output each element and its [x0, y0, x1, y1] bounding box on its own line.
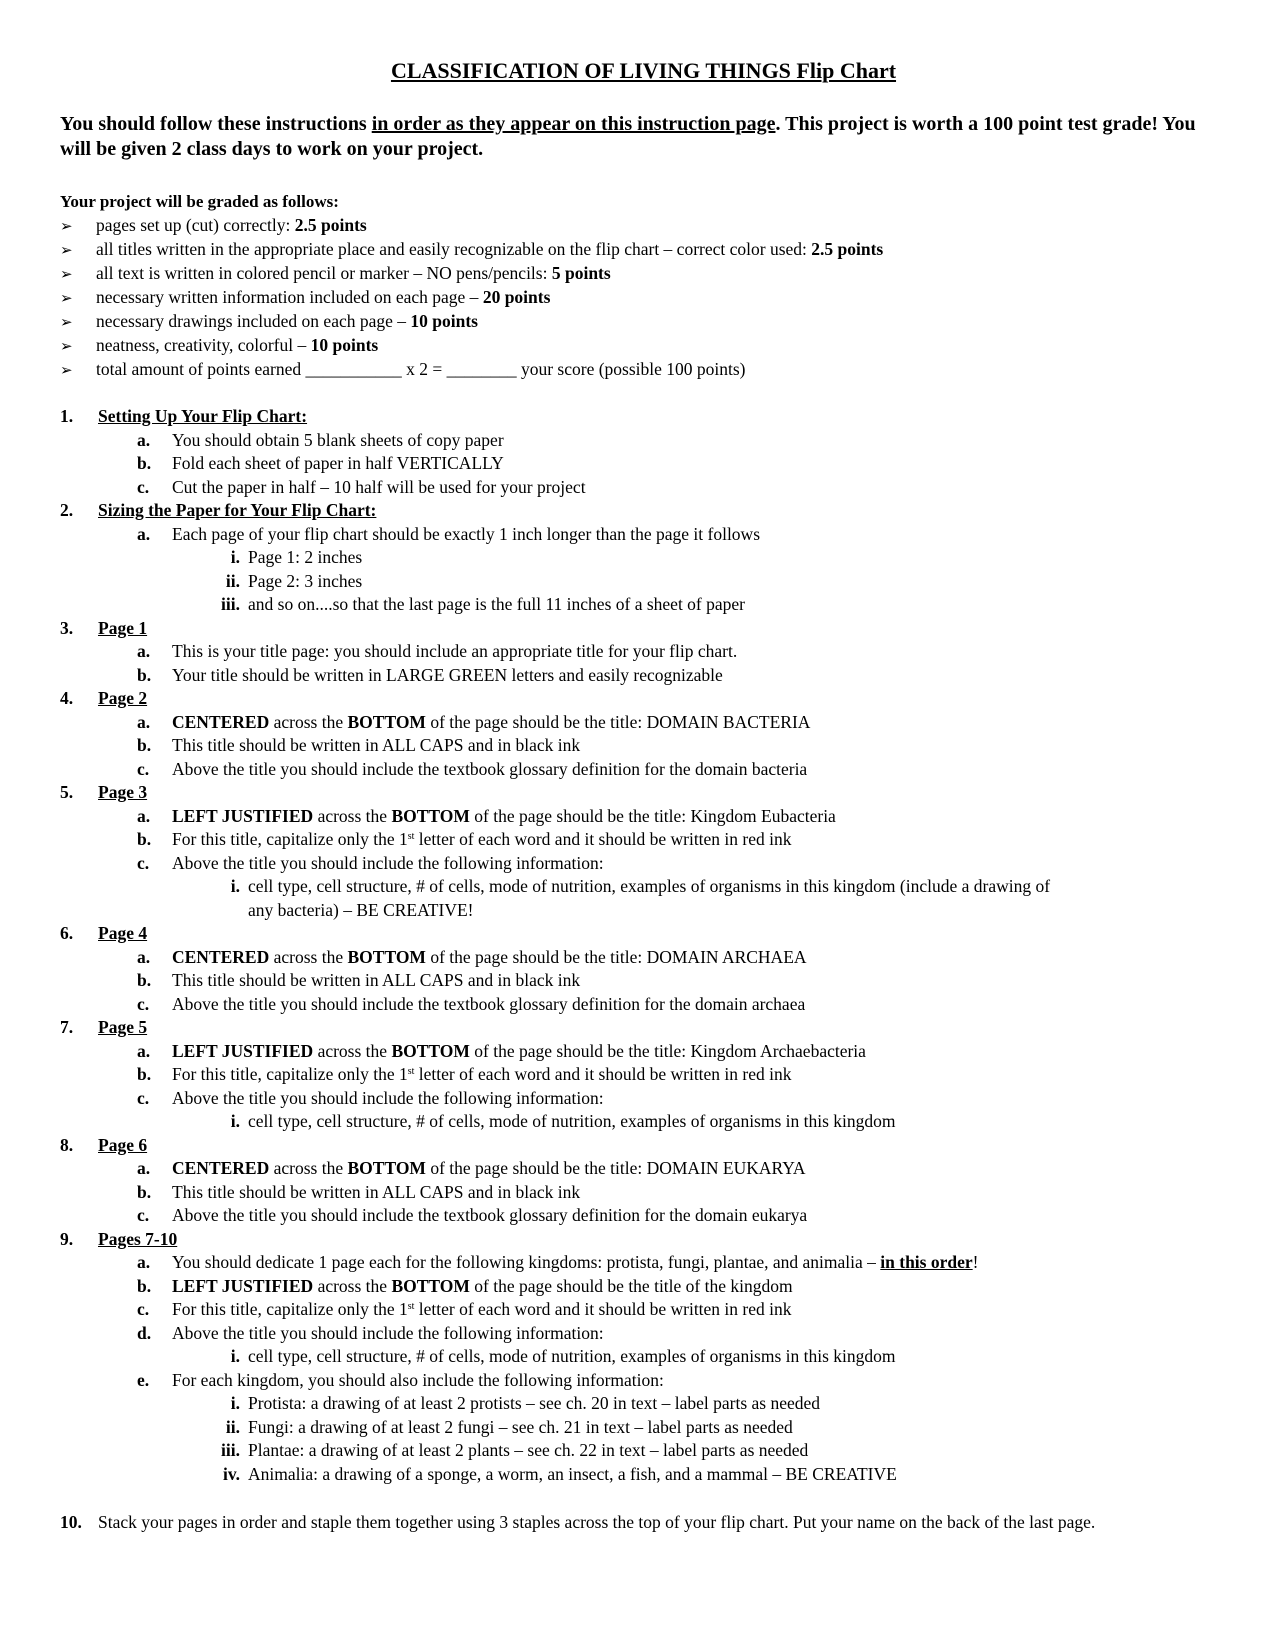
- list-item: c. Above the title you should include the textbook glossary definition for the domain bacteria: [137, 758, 808, 779]
- arrow-bullet-icon: ➢: [60, 265, 73, 283]
- list-item: b. Fold each sheet of paper in half VERTICALLY: [137, 453, 504, 473]
- sub-list-item: iii. and so on....so that the last page is the full 11 inches of a sheet of paper: [221, 594, 745, 614]
- list-item: b. This title should be written in ALL CAPS and in black ink: [137, 970, 581, 990]
- grading-item: ➢ necessary written information included on each page – 20 points: [60, 285, 1210, 309]
- sub-list-item: ii. Fungi: a drawing of at least 2 fungi – see ch. 21 in text – label parts as needed: [225, 1416, 793, 1437]
- list-item: a. CENTERED across the BOTTOM of the page should be the title: DOMAIN BACTERIA: [137, 711, 811, 732]
- sub-list-item: ii. Page 2: 3 inches: [225, 570, 363, 591]
- grading-item: ➢ all text is written in colored pencil or marker – NO pens/pencils: 5 points: [60, 261, 1210, 285]
- section-heading: 8. Page 6: [60, 1134, 148, 1155]
- list-item: a. CENTERED across the BOTTOM of the page should be the title: DOMAIN ARCHAEA: [137, 946, 807, 967]
- section-heading: 4. Page 2: [60, 688, 148, 708]
- arrow-bullet-icon: ➢: [60, 217, 73, 235]
- intro-underlined: in order as they appear on this instruction page: [371, 113, 776, 135]
- section-heading: 2. Sizing the Paper for Your Flip Chart:: [60, 500, 377, 520]
- sub-list-item: iii. Plantae: a drawing of at least 2 plants – see ch. 22 in text – label parts as needed: [221, 1440, 809, 1460]
- list-item: b. LEFT JUSTIFIED across the BOTTOM of the page should be the title of the kingdom: [137, 1275, 793, 1296]
- section-heading: 9. Pages 7-10: [60, 1228, 178, 1249]
- list-item: c. For this title, capitalize only the 1st letter of each word and it should be written in red ink: [137, 1299, 792, 1319]
- sub-list-item: iv. Animalia: a drawing of a sponge, a worm, an insect, a fish, and a mammal – BE CREATIVE: [222, 1463, 897, 1484]
- list-item: d. Above the title you should include the following information:: [137, 1322, 604, 1343]
- final-instruction: 10. Stack your pages in order and staple them together using 3 staples across the top of your flip chart. Put your name on the back of the last page.: [60, 1512, 1096, 1532]
- section-heading: 5. Page 3: [60, 782, 148, 802]
- list-item: c. Above the title you should include the following information:: [137, 1087, 604, 1108]
- section-heading: 3. Page 1: [60, 617, 148, 638]
- sub-list-item: i. Protista: a drawing of at least 2 protists – see ch. 20 in text – label parts as needed: [230, 1393, 821, 1413]
- grading-item: ➢ neatness, creativity, colorful – 10 points: [60, 333, 1210, 357]
- section-heading: 7. Page 5: [60, 1017, 148, 1037]
- list-item: a. CENTERED across the BOTTOM of the page should be the title: DOMAIN EUKARYA: [137, 1158, 806, 1178]
- list-item: a. LEFT JUSTIFIED across the BOTTOM of the page should be the title: Kingdom Eubacteria: [137, 805, 836, 826]
- list-item: a. Each page of your flip chart should be exactly 1 inch longer than the page it follows: [137, 523, 761, 544]
- list-item: a. You should obtain 5 blank sheets of copy paper: [137, 429, 504, 450]
- page-title: CLASSIFICATION OF LIVING THINGS Flip Chart: [390, 58, 897, 83]
- arrow-bullet-icon: ➢: [60, 241, 73, 259]
- sub-list-item: i. Page 1: 2 inches: [230, 547, 363, 567]
- spacer: [60, 1486, 1220, 1506]
- list-item: b. For this title, capitalize only the 1st letter of each word and it should be written in red ink: [137, 1064, 792, 1084]
- list-item: a. You should dedicate 1 page each for the following kingdoms: protista, fungi, plantae, and animalia – in this order!: [137, 1252, 979, 1272]
- grading-item: ➢ all titles written in the appropriate place and easily recognizable on the flip chart – correct color used: 2.5 points: [60, 237, 1210, 261]
- grading-total: ➢ total amount of points earned ___________ x 2 = ________ your score (possible 100 points): [60, 357, 1210, 381]
- list-item: e. For each kingdom, you should also include the following information:: [137, 1369, 664, 1390]
- arrow-bullet-icon: ➢: [60, 289, 73, 307]
- arrow-bullet-icon: ➢: [60, 337, 73, 355]
- list-item: b. This title should be written in ALL CAPS and in black ink: [137, 735, 581, 755]
- section-heading: 6. Page 4: [60, 923, 148, 943]
- sub-list-item: i. cell type, cell structure, # of cells, mode of nutrition, examples of organisms in this kingdom: [230, 1111, 896, 1131]
- grading-list: [60, 213, 1210, 381]
- list-item: b. This title should be written in ALL CAPS and in black ink: [137, 1181, 581, 1202]
- list-item: c. Above the title you should include the textbook glossary definition for the domain eukarya: [137, 1205, 808, 1225]
- sub-list-item-continued: any bacteria) – BE CREATIVE!: [248, 899, 474, 920]
- sub-list-item: i. cell type, cell structure, # of cells, mode of nutrition, examples of organisms in this kingdom: [230, 1346, 896, 1366]
- list-item: c. Above the title you should include the following information:: [137, 852, 604, 873]
- instruction-sections: [60, 405, 1220, 1534]
- intro-paragraph: You should follow these instructions in order as they appear on this instruction page. This project is worth a 100 point test grade! You will be given 2 class days to work on your project.: [60, 113, 1196, 160]
- grading-heading: Your project will be graded as follows:: [60, 192, 339, 211]
- grading-item: ➢ necessary drawings included on each page – 10 points: [60, 309, 1210, 333]
- list-item: c. Above the title you should include the textbook glossary definition for the domain archaea: [137, 993, 806, 1014]
- grading-item: ➢ pages set up (cut) correctly: 2.5 points: [60, 213, 1210, 237]
- list-item: b. For this title, capitalize only the 1st letter of each word and it should be written in red ink: [137, 829, 792, 849]
- list-item: a. LEFT JUSTIFIED across the BOTTOM of the page should be the title: Kingdom Archaebacteria: [137, 1040, 866, 1061]
- list-item: a. This is your title page: you should include an appropriate title for your flip chart.: [137, 641, 738, 661]
- list-item: c. Cut the paper in half – 10 half will be used for your project: [137, 476, 586, 497]
- arrow-bullet-icon: ➢: [60, 313, 73, 331]
- list-item: b. Your title should be written in LARGE GREEN letters and easily recognizable: [137, 664, 723, 685]
- sub-list-item: i. cell type, cell structure, # of cells, mode of nutrition, examples of organisms in this kingdom (include a drawing of: [230, 876, 1051, 896]
- arrow-bullet-icon: ➢: [60, 361, 73, 379]
- section-heading: 1. Setting Up Your Flip Chart:: [60, 406, 308, 426]
